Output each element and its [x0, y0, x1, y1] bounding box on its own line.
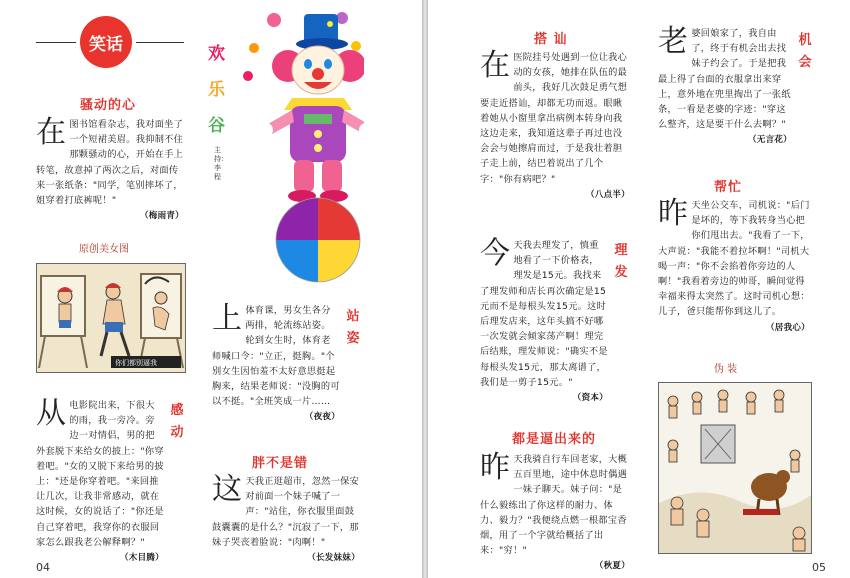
- right-page: [428, 0, 850, 578]
- story-gandong: [36, 398, 164, 566]
- story-title-gandong: 感动: [170, 403, 184, 440]
- disguise-drawing: [659, 383, 811, 553]
- story-bangmang: [658, 198, 810, 336]
- dropcap: 在: [36, 115, 67, 150]
- dropcap: 昨: [480, 450, 511, 485]
- dropcap: 从: [36, 396, 67, 431]
- story-title-bichulai: 都是逼出来的: [512, 432, 597, 447]
- cartoon-illustration: [36, 263, 186, 373]
- story-zhanzi: [212, 303, 340, 426]
- story-title-zhanzi: 站姿: [346, 309, 360, 346]
- story-body: 电影院出来，下很大的雨，我一旁冷。旁边一对情侣，男的把外套脱下来给女的披上："你穿着吧。"女的又脱下来给男的披上："还是你穿着吧。"来回推让几次，让我非常感动，就在这时候，女的说话了："你还是自己穿着吧，我穿你的衣服回家怎么跟我老公解释啊？": [36, 400, 164, 548]
- story-bichulai: [480, 452, 630, 575]
- story-lifa: [480, 238, 608, 406]
- column-title-char-3: 谷: [208, 116, 225, 136]
- story-author: （长发妹妹）: [307, 553, 360, 564]
- story-body: 天我正逛超市，忽然一保安对前面一个妹子喊了一声："站住，你衣服里面鼓鼓囊囊的是什么？"沉寂了一下，那妹子哭丧着脸说："肉啊！": [212, 476, 360, 548]
- story-author: （秋夏）: [594, 561, 630, 572]
- story-title-bangmang: 帮忙: [714, 180, 743, 195]
- story-title-jihui: 机会: [798, 33, 812, 70]
- story-body: 婆回娘家了，我自由了，终于有机会出去找妹子约会了。于是把我最上得了台面的衣服拿出来穿上，意外地在兜里掏出了一张纸条，一看是老婆的字迹："穿这么整齐，这是要干什么去啊？": [658, 28, 791, 131]
- cartoon-caption: 你们都别逼我: [115, 359, 157, 367]
- dropcap: 上: [212, 301, 243, 336]
- story-body: 体育课，男女生各分两排，轮流练站姿。轮到女生时，体育老师喊口令："立正，挺胸。"个别女生因怕羞不太好意思挺起胸来，结果老师说："没胸的可以不挺。"全班笑成一片……: [212, 305, 340, 408]
- story-title-saodong: 骚动的心: [80, 98, 137, 113]
- dropcap: 昨: [658, 196, 689, 231]
- story-title-lifa: 理发: [614, 243, 628, 280]
- story-jihui: [658, 26, 792, 149]
- cartoon-drawing: [37, 264, 185, 372]
- story-pangbushicuo: [212, 474, 360, 566]
- column-title-char-2: 乐: [208, 80, 225, 100]
- story-body: 天我骑自行车回老家，大概五百里地，途中休息时偶遇一妹子聊天。妹子问："是什么毅练出了你这样的耐力、体力、毅力？"我便绕点燃一根都宝香烟，用了一个字就给概括了出来："穷！": [480, 454, 628, 557]
- clown-illustration: [232, 6, 364, 284]
- image-caption: 伪 装: [714, 364, 738, 375]
- story-title-dashan: 搭 讪: [534, 32, 568, 47]
- dropcap: 老: [658, 24, 689, 59]
- host-credit: 主持：李程: [214, 146, 228, 181]
- left-page: [0, 0, 422, 578]
- story-saodong: [36, 117, 184, 224]
- story-body: 图书馆看杂志，我对面坐了一个短裙美眉。我抑制不住那颗骚动的心，开始在手上转笔，故意掉了两次之后，对面传来一张纸条："同学，笔别摔坏了，姐穿着打底裤呢！": [36, 119, 184, 207]
- story-title-pangbushicuo: 胖不是错: [252, 456, 309, 471]
- section-divider-left: [36, 42, 76, 43]
- section-badge: 笑话: [80, 16, 132, 68]
- page-number-right: 05: [812, 561, 826, 574]
- column-title-char-1: 欢: [208, 44, 225, 64]
- dropcap: 这: [212, 472, 243, 507]
- page-number-left: 04: [36, 561, 50, 574]
- story-author: （梅雨青）: [139, 211, 184, 222]
- disguise-cartoon: [658, 382, 812, 554]
- story-author: （八点半）: [585, 189, 630, 200]
- story-body: 天我去理发了，慎重地看了一下价格表，理发是15元。我找来了理发师和店长再次确定是15元而不是每根头发15元。这时后理发店来，这年头搞不好哪一次发就会倾家荡产啊！理完后结账，理发师说："确实不是每根头发15元，那太离谱了，我们是一剪子15元。": [480, 240, 608, 388]
- story-body: 医院挂号处遇到一位让我心动的女孩，她排在队伍的最前头，我好几次鼓足勇气想要走近搭讪，却都无功而返。眼瞅着她从小窗里拿出病例本转身向我这边走来，我知道这辈子再过也没会会与她擦肩而过，于是我壮着胆子走上前，结巴着说出了几个字："你有病吧？": [480, 52, 628, 185]
- story-author: （居我心）: [765, 322, 810, 333]
- image-caption: 原创美女图: [79, 244, 129, 255]
- story-author: （资本）: [572, 393, 608, 404]
- story-author: （木目腾）: [119, 553, 164, 564]
- story-body: 天坐公交车，司机说："后门是坏的，等下我转身当心把你们甩出去。"我看了一下，大声说："我能不着拉坏啊！"司机大喝一声："你不会掐着你旁边的人啊！"我看着旁边的帅哥，瞬间觉得幸福来得太突然了。这时司机心想：儿子，爸只能帮你到这儿了。: [658, 200, 810, 318]
- dropcap: 今: [480, 236, 511, 271]
- dropcap: 在: [480, 48, 511, 83]
- story-dashan: [480, 50, 630, 203]
- section-divider-right: [136, 42, 184, 43]
- story-author: （无言花）: [747, 135, 792, 146]
- story-author: （夜夜）: [304, 412, 340, 423]
